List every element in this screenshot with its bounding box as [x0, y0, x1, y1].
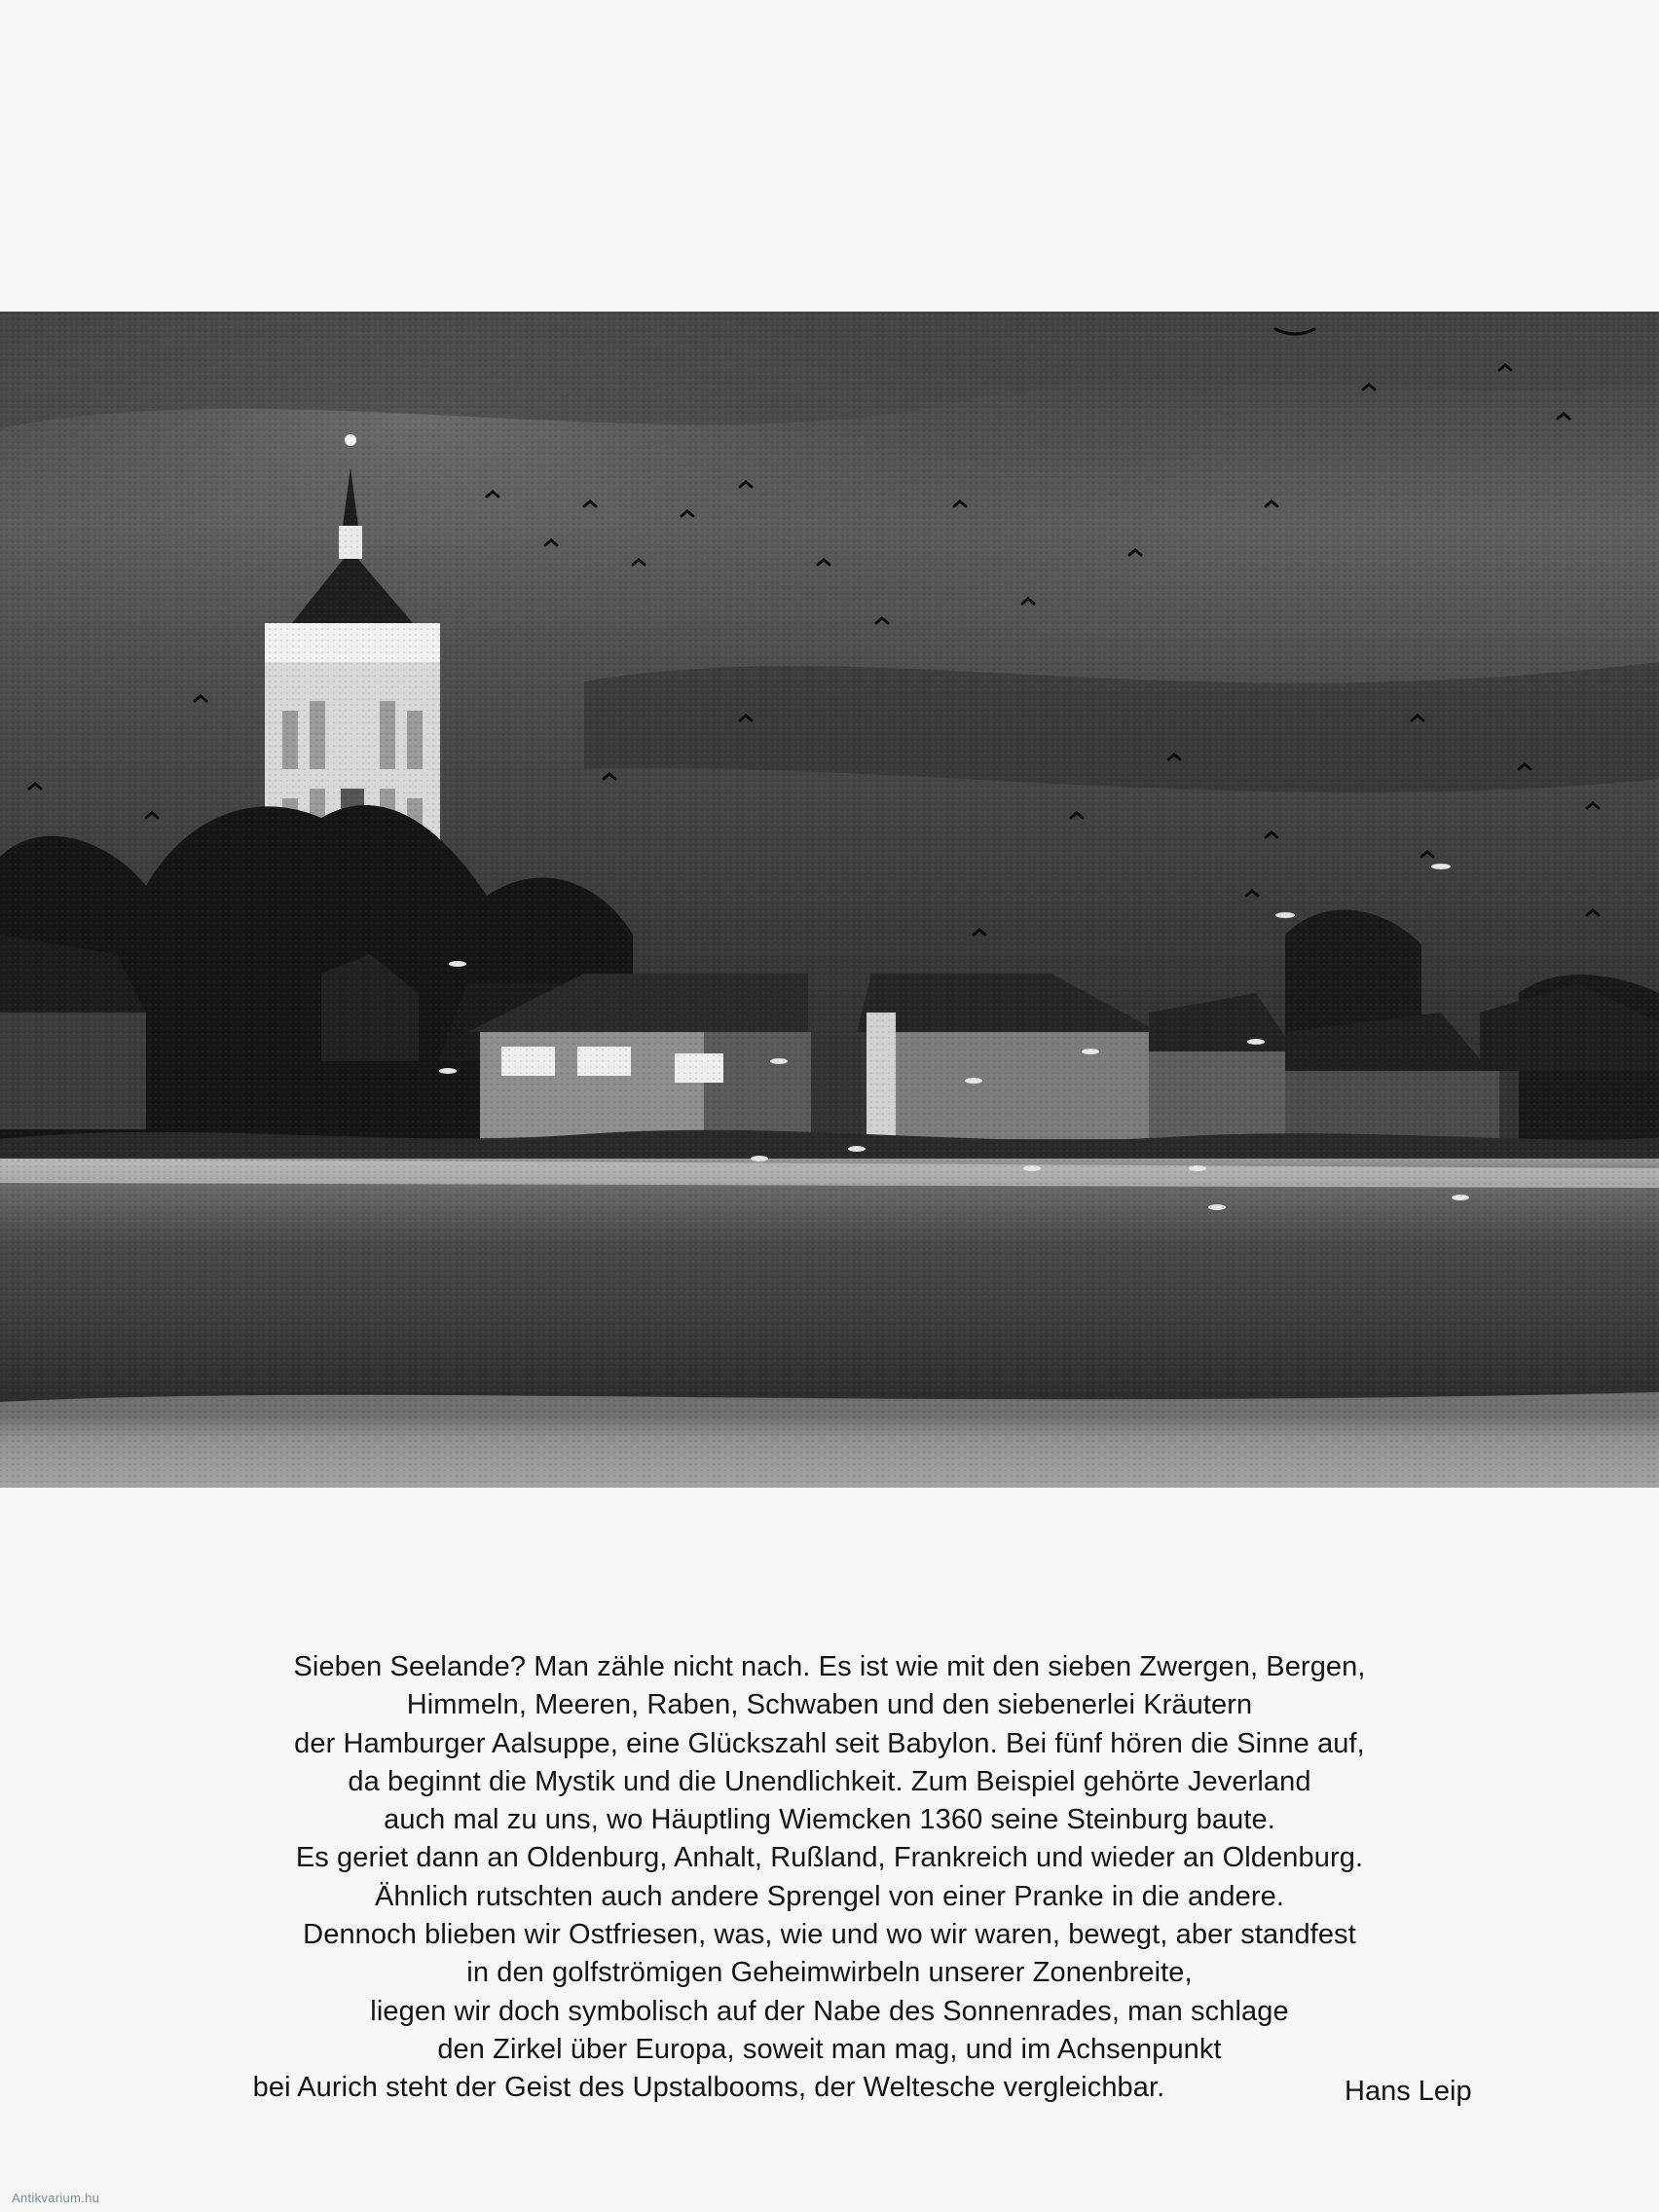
poem-line: da beginnt die Mystik und die Unendlichkeit. Zum Beispiel gehörte Jeverland: [348, 1765, 1311, 1797]
poem-line: den Zirkel über Europa, soweit man mag, und im Achsenpunkt: [437, 2033, 1222, 2065]
poem-line: Sieben Seelande? Man zähle nicht nach. Es ist wie mit den sieben Zwergen, Bergen,: [293, 1651, 1366, 1682]
landscape-photo: [0, 312, 1659, 1488]
poem-line: in den golfströmigen Geheimwirbeln unserer Zonenbreite,: [466, 1957, 1193, 1989]
poem-line: bei Aurich steht der Geist des Upstalbooms, der Weltesche vergleichbar.: [252, 2072, 1165, 2104]
author-name: Hans Leip: [1345, 2076, 1472, 2107]
poem-line: liegen wir doch symbolisch auf der Nabe des Sonnenrades, man schlage: [370, 1995, 1289, 2027]
poem-line: Himmeln, Meeren, Raben, Schwaben und den siebenerlei Kräutern: [406, 1689, 1253, 1721]
poem-line: auch mal zu uns, wo Häuptling Wiemcken 1360 seine Steinburg baute.: [384, 1804, 1275, 1836]
poem-line: Dennoch blieben wir Ostfriesen, was, wie und wo wir waren, bewegt, aber standfest: [303, 1919, 1356, 1951]
poem-line: Ähnlich rutschten auch andere Sprengel von einer Pranke in die andere.: [375, 1880, 1284, 1912]
watermark: Antikvarium.hu: [12, 2191, 100, 2205]
poem-text: [0, 1648, 1659, 2108]
poem-line: der Hamburger Aalsuppe, eine Glückszahl seit Babylon. Bei fünf hören die Sinne auf,: [294, 1727, 1365, 1759]
poem-line: Es geriet dann an Oldenburg, Anhalt, Rußland, Frankreich und wieder an Oldenburg.: [295, 1842, 1364, 1874]
